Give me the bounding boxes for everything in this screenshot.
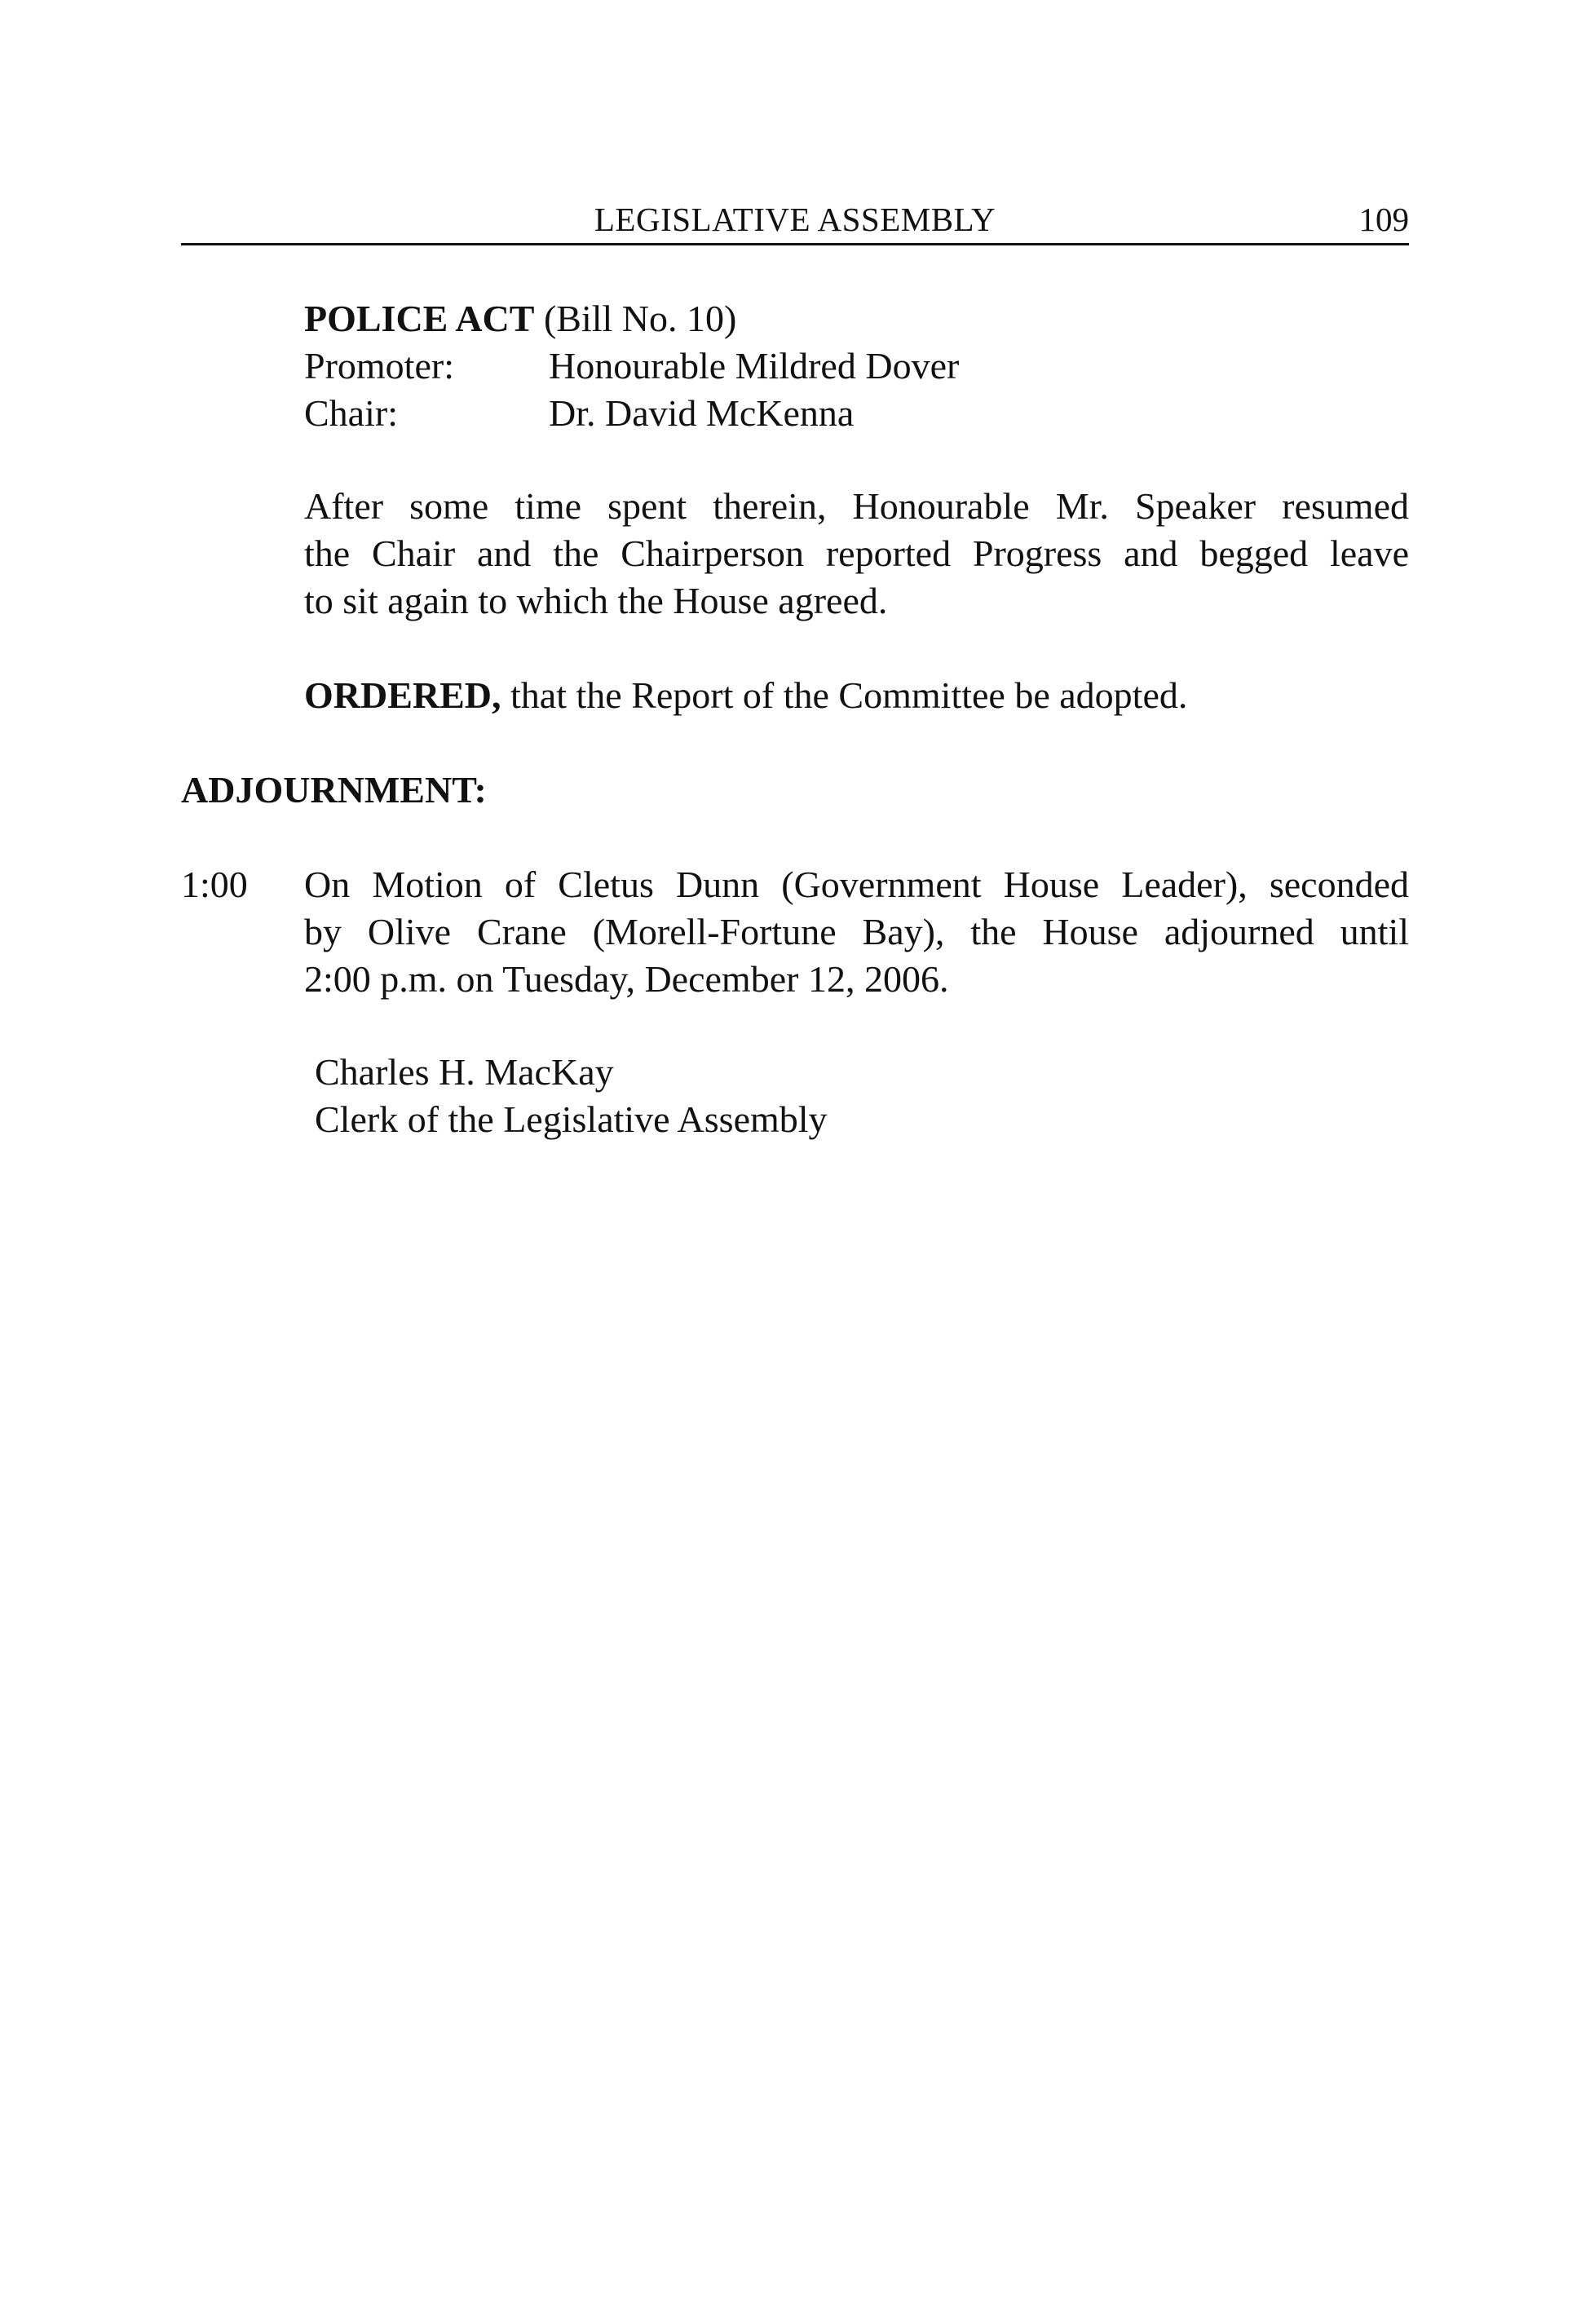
ordered-keyword: ORDERED, (304, 674, 501, 716)
adjournment-paragraph (304, 861, 1409, 1003)
ordered-text: that the Report of the Committee be adopted. (501, 674, 1188, 716)
ordered-line (304, 672, 1409, 719)
chair-value: Dr. David McKenna (549, 392, 855, 434)
signatory-title: Clerk of the Legislative Assembly (315, 1098, 828, 1140)
signatory-name: Charles H. MacKay (315, 1051, 614, 1093)
promoter-row (304, 342, 959, 390)
bill-name: POLICE ACT (304, 298, 535, 339)
progress-paragraph (304, 483, 1409, 625)
adjournment-time: 1:00 (181, 864, 248, 905)
paragraph-line: the Chair and the Chairperson reported Progress and begged leave (304, 532, 1409, 574)
paragraph-line: 2:00 p.m. on Tuesday, December 12, 2006. (304, 958, 949, 1000)
promoter-label: Promoter: (304, 345, 454, 387)
page-number: 109 (1358, 201, 1409, 238)
paragraph-line: to sit again to which the House agreed. (304, 580, 888, 621)
chair-label: Chair: (304, 392, 398, 434)
header-title: LEGISLATIVE ASSEMBLY (594, 201, 996, 238)
signature-block (315, 1049, 828, 1143)
ordered-paragraph (304, 672, 1409, 719)
paragraph-line: After some time spent therein, Honourable Mr. Speaker resumed (304, 485, 1409, 527)
chair-row (304, 390, 959, 437)
paragraph-line: On Motion of Cletus Dunn (Government House Leader), seconded (304, 864, 1409, 905)
running-header (181, 198, 1409, 245)
adjournment-heading: ADJOURNMENT: (181, 769, 487, 811)
bill-number: (Bill No. 10) (543, 298, 737, 339)
bill-block (304, 295, 959, 437)
paragraph-line: by Olive Crane (Morell-Fortune Bay), the House adjourned until (304, 911, 1409, 952)
promoter-value: Honourable Mildred Dover (549, 345, 960, 387)
bill-title-row (304, 295, 959, 342)
